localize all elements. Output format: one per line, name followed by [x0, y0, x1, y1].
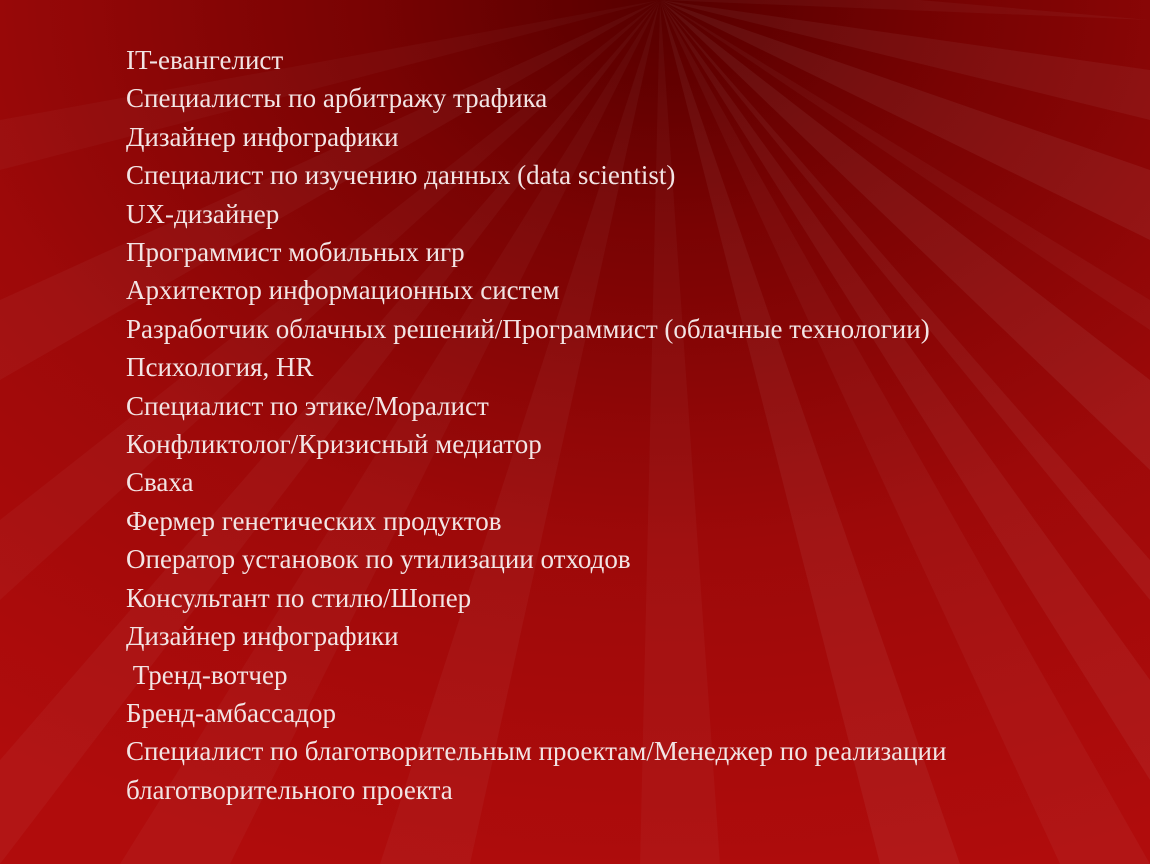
list-item: Специалист по этике/Моралист	[126, 390, 489, 421]
list-item: Оператор установок по утилизации отходов	[126, 544, 631, 575]
list-item: Тренд-вотчер	[126, 659, 288, 690]
list-item: UX-дизайнер	[126, 198, 280, 229]
list-item: Бренд-амбассадор	[126, 697, 336, 728]
list-item: Программист мобильных игр	[126, 237, 465, 268]
list-item: Специалист по благотворительным проектам/Менеджер по реализации благотворительного проекта	[126, 736, 947, 805]
list-item: Психология, HR	[126, 352, 314, 383]
list-item: Специалисты по арбитражу трафика	[126, 83, 548, 114]
list-item: Консультант по стилю/Шопер	[126, 582, 472, 613]
list-item: Фермер генетических продуктов	[126, 505, 502, 536]
list-item: Дизайнер инфографики	[126, 621, 399, 652]
list-item: Архитектор информационных систем	[126, 275, 560, 306]
list-item: Дизайнер инфографики	[126, 121, 399, 152]
list-item: IT-евангелист	[126, 45, 284, 75]
list-item: Сваха	[126, 467, 194, 498]
list-item: Конфликтолог/Кризисный медиатор	[126, 429, 542, 460]
list-item: Разработчик облачных решений/Программист (облачные технологии)	[126, 313, 930, 344]
list-item: Специалист по изучению данных (data scientist)	[126, 160, 676, 191]
profession-list	[126, 41, 1126, 809]
